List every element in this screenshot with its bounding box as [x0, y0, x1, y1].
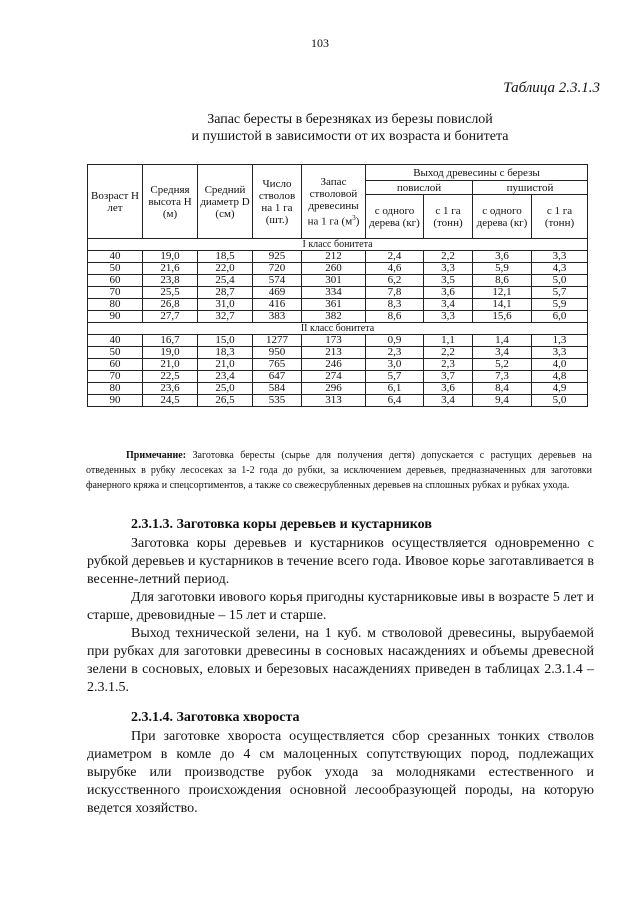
table-cell: 313 [302, 395, 366, 407]
table-cell: 22,0 [198, 263, 253, 275]
table-cell: 21,0 [198, 359, 253, 371]
table-cell: 60 [88, 275, 143, 287]
table-cell: 2,3 [366, 347, 424, 359]
site-class-row [88, 323, 588, 335]
paragraph-bark-1: Заготовка коры деревьев и кустарников осуществляется одновременно с рубкой деревьев и кустарников в течение всего года. Ивовое корье заготавливается в весенне-летний период. [87, 536, 594, 587]
table-cell: 21,0 [143, 359, 198, 371]
table-title [0, 111, 640, 145]
table-cell: 4,3 [532, 263, 588, 275]
table-cell: 23,8 [143, 275, 198, 287]
table-cell: 7,8 [366, 287, 424, 299]
table-cell: 8,4 [473, 383, 532, 395]
col-header-pendula: повислой [366, 181, 473, 195]
col-header-avg-height: Средняя высота Н (м) [143, 165, 198, 239]
col-header-pubescent-per-tree: с одного дерева (кг) [473, 195, 532, 239]
table-cell: 574 [253, 275, 302, 287]
table-row [88, 371, 588, 383]
table-title-line-2: и пушистой в зависимости от их возраста и бонитета [191, 129, 509, 144]
table-cell: 584 [253, 383, 302, 395]
table-cell: 2,3 [424, 359, 473, 371]
table-cell: 4,6 [366, 263, 424, 275]
col-header-stock-sup: 3 [352, 213, 356, 222]
table-row [88, 275, 588, 287]
table-cell: 5,0 [532, 395, 588, 407]
table-cell: 21,6 [143, 263, 198, 275]
table-cell: 5,9 [532, 299, 588, 311]
table-cell: 382 [302, 311, 366, 323]
table-cell: 3,3 [532, 251, 588, 263]
paragraph-bark-2: Для заготовки ивового корья пригодны кустарниковые ивы в возрасте 5 лет и старше, древовидные – 15 лет и старше. [87, 590, 594, 623]
paragraph-bark-3: Выход технической зелени, на 1 куб. м стволовой древесины, вырубаемой при рубках для заготовки древесины в сосновых насаждениях и объемы древесной зелени в сосновых, еловых и березовых насаждениях приведен в таблицах 2.3.1.4 – 2.3.1.5. [87, 626, 594, 695]
table-cell: 535 [253, 395, 302, 407]
table-cell: 6,2 [366, 275, 424, 287]
table-cell: 3,0 [366, 359, 424, 371]
table-row [88, 299, 588, 311]
table-row [88, 395, 588, 407]
table-cell: 27,7 [143, 311, 198, 323]
table-cell: 3,3 [424, 311, 473, 323]
table-cell: 80 [88, 383, 143, 395]
table-cell: 4,9 [532, 383, 588, 395]
table-cell: 12,1 [473, 287, 532, 299]
col-header-yield: Выход древесины с березы [366, 165, 588, 181]
table-cell: 6,4 [366, 395, 424, 407]
table-cell: 50 [88, 263, 143, 275]
col-header-pubescent: пушистой [473, 181, 588, 195]
col-header-stock-text: Запас стволовой древесины на 1 га (м [307, 175, 359, 228]
table-cell: 18,5 [198, 251, 253, 263]
table-row [88, 383, 588, 395]
table-cell: 334 [302, 287, 366, 299]
section-heading-bark: 2.3.1.3. Заготовка коры деревьев и кустарников [131, 517, 432, 532]
table-cell: 2,2 [424, 251, 473, 263]
table-cell: 469 [253, 287, 302, 299]
site-class-row [88, 239, 588, 251]
table-cell: 60 [88, 359, 143, 371]
table-cell: 19,0 [143, 347, 198, 359]
table-cell: 8,3 [366, 299, 424, 311]
table-cell: 8,6 [473, 275, 532, 287]
page-number: 103 [311, 36, 329, 50]
col-header-stems: Число стволов на 1 га (шт.) [253, 165, 302, 239]
table-cell: 296 [302, 383, 366, 395]
table-cell: 1,4 [473, 335, 532, 347]
table-row [88, 335, 588, 347]
table-cell: 4,8 [532, 371, 588, 383]
table-cell: 24,5 [143, 395, 198, 407]
table-cell: 5,2 [473, 359, 532, 371]
table-cell: 28,7 [198, 287, 253, 299]
table-cell: 26,5 [198, 395, 253, 407]
table-cell: 23,4 [198, 371, 253, 383]
table-title-line-1: Запас бересты в березняках из березы повислой [207, 112, 493, 127]
table-cell: 25,0 [198, 383, 253, 395]
table-cell: 6,1 [366, 383, 424, 395]
table-cell: 765 [253, 359, 302, 371]
col-header-age: Возраст Н лет [88, 165, 143, 239]
table-label: Таблица 2.3.1.3 [503, 80, 600, 96]
table-cell: 8,6 [366, 311, 424, 323]
table-cell: 25,4 [198, 275, 253, 287]
col-header-stock-close: ) [355, 215, 360, 228]
table-cell: 647 [253, 371, 302, 383]
col-header-pendula-per-tree: с одного дерева (кг) [366, 195, 424, 239]
table-body [88, 239, 588, 407]
table-cell: 950 [253, 347, 302, 359]
table-cell: 3,4 [424, 299, 473, 311]
table-row [88, 263, 588, 275]
section-heading-brushwood: 2.3.1.4. Заготовка хвороста [131, 710, 300, 725]
site-class-label: I класс бонитета [88, 239, 588, 251]
table-cell: 2,4 [366, 251, 424, 263]
table-cell: 260 [302, 263, 366, 275]
table-cell: 383 [253, 311, 302, 323]
table-cell: 40 [88, 335, 143, 347]
table-cell: 3,6 [424, 287, 473, 299]
table-cell: 16,7 [143, 335, 198, 347]
table-cell: 3,7 [424, 371, 473, 383]
table-cell: 23,6 [143, 383, 198, 395]
table-cell: 2,2 [424, 347, 473, 359]
table-cell: 19,0 [143, 251, 198, 263]
table-cell: 3,3 [424, 263, 473, 275]
table-cell: 0,9 [366, 335, 424, 347]
table-cell: 1,3 [532, 335, 588, 347]
table-cell: 50 [88, 347, 143, 359]
table-cell: 213 [302, 347, 366, 359]
table-note [86, 448, 592, 493]
table-cell: 7,3 [473, 371, 532, 383]
table-cell: 925 [253, 251, 302, 263]
table-cell: 246 [302, 359, 366, 371]
table-row [88, 359, 588, 371]
table-cell: 5,9 [473, 263, 532, 275]
table-cell: 5,7 [366, 371, 424, 383]
table-cell: 4,0 [532, 359, 588, 371]
table-cell: 14,1 [473, 299, 532, 311]
table-cell: 5,7 [532, 287, 588, 299]
table-cell: 70 [88, 287, 143, 299]
table-cell: 70 [88, 371, 143, 383]
table-cell: 212 [302, 251, 366, 263]
table-cell: 5,0 [532, 275, 588, 287]
table-cell: 1277 [253, 335, 302, 347]
birch-bark-table [87, 164, 588, 407]
table-cell: 1,1 [424, 335, 473, 347]
table-cell: 720 [253, 263, 302, 275]
table-cell: 90 [88, 395, 143, 407]
table-cell: 3,6 [473, 251, 532, 263]
table-cell: 22,5 [143, 371, 198, 383]
table-row [88, 287, 588, 299]
col-header-stock [302, 165, 366, 239]
table-cell: 32,7 [198, 311, 253, 323]
col-header-avg-diameter: Средний диаметр D (см) [198, 165, 253, 239]
table-cell: 3,5 [424, 275, 473, 287]
table-cell: 173 [302, 335, 366, 347]
note-text: Заготовка бересты (сырье для получения дегтя) допускается с растущих деревьев на отведенных в рубку лесосеках за 1-2 года до рубки, за исключением деревьев, предназначенных для заготовки фанерного кряжа и спецсортиментов, а также со свежесрубленных деревьев на сплошных рубках и рубках ухода. [86, 450, 592, 491]
table-cell: 3,4 [424, 395, 473, 407]
table-cell: 26,8 [143, 299, 198, 311]
table-cell: 3,3 [532, 347, 588, 359]
table-cell: 15,0 [198, 335, 253, 347]
table-cell: 15,6 [473, 311, 532, 323]
table-row [88, 347, 588, 359]
table-cell: 40 [88, 251, 143, 263]
table-cell: 3,4 [473, 347, 532, 359]
table-row [88, 311, 588, 323]
table-cell: 6,0 [532, 311, 588, 323]
table-cell: 18,3 [198, 347, 253, 359]
table-cell: 416 [253, 299, 302, 311]
col-header-pendula-per-ha: с 1 га (тонн) [424, 195, 473, 239]
table-cell: 9,4 [473, 395, 532, 407]
table-cell: 25,5 [143, 287, 198, 299]
table-cell: 274 [302, 371, 366, 383]
table-cell: 361 [302, 299, 366, 311]
col-header-pubescent-per-ha: с 1 га (тонн) [532, 195, 588, 239]
table-cell: 31,0 [198, 299, 253, 311]
table-cell: 3,6 [424, 383, 473, 395]
paragraph-brushwood-1: При заготовке хвороста осуществляется сбор срезанных тонких стволов диаметром в комле до 4 см малоценных сопутствующих пород, подлежащих вырубке или производстве рубок ухода за молодняками естественного и искусственного происхождения основной лесообразующей породы, на которую ведется хозяйство. [87, 729, 594, 816]
note-label: Примечание: [126, 450, 187, 461]
site-class-label: II класс бонитета [88, 323, 588, 335]
table-cell: 301 [302, 275, 366, 287]
table-cell: 90 [88, 311, 143, 323]
table-row [88, 251, 588, 263]
table-cell: 80 [88, 299, 143, 311]
